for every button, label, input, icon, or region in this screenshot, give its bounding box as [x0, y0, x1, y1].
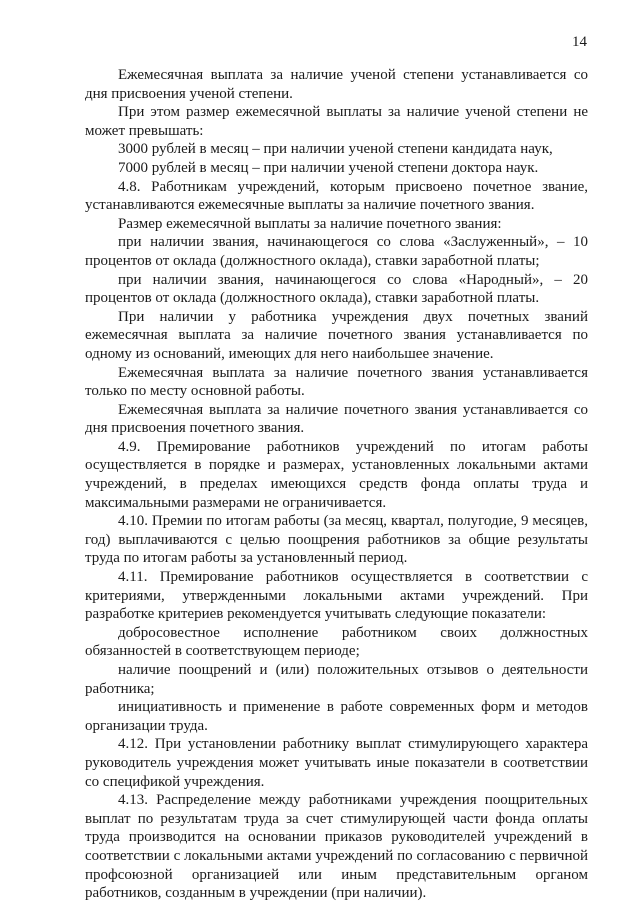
paragraph: при наличии звания, начинающегося со слова «Заслуженный», – 10 процентов от оклада (должностного оклада), ставки заработной платы; [85, 234, 588, 269]
paragraph: добросовестное исполнение работником своих должностных обязанностей в соответствующем периоде; [85, 624, 588, 660]
paragraph: 4.13. Распределение между работниками учреждения поощрительных выплат по результатам труда за счет стимулирующей части фонда оплаты труда производится на основании приказов руководителей учреждений в соответствии с локальными актами учреждений по согласованию с первичной профсоюзной организацией или иным представительным органом работников, созданным в учреждении (при наличии). [85, 792, 588, 902]
paragraph: 7000 рублей в месяц – при наличии ученой степени доктора наук. [118, 159, 539, 176]
paragraph: При наличии у работника учреждения двух почетных званий ежемесячная выплата за наличие почетного звания устанавливается по одному из оснований, имеющих для него наибольшее значение. [85, 308, 588, 362]
paragraph: Ежемесячная выплата за наличие ученой степени устанавливается со дня присвоения ученой степени. [85, 67, 588, 102]
paragraph: 3000 рублей в месяц – при наличии ученой степени кандидата наук, [118, 141, 553, 158]
paragraph: 4.8. Работникам учреждений, которым присвоено почетное звание, устанавливаются ежемесячные выплаты за наличие почетного звания. [85, 178, 588, 214]
paragraph: Размер ежемесячной выплаты за наличие почетного звания: [118, 215, 502, 232]
paragraph: 4.12. При установлении работнику выплат стимулирующего характера руководитель учреждения может учитывать иные показатели в соответствии со спецификой учреждения. [85, 736, 588, 790]
paragraph: 4.10. Премии по итогам работы (за месяц, квартал, полугодие, 9 месяцев, год) выплачиваются с целью поощрения работников за общие результаты труда по итогам работы за установленный период. [85, 513, 588, 567]
page-number: 14 [572, 34, 587, 50]
paragraph: Ежемесячная выплата за наличие почетного звания устанавливается со дня присвоения почетного звания. [85, 401, 588, 437]
paragraph: наличие поощрений и (или) положительных отзывов о деятельности работника; [85, 662, 588, 697]
document-body [85, 66, 588, 903]
paragraph: 4.11. Премирование работников осуществляется в соответствии с критериями, утвержденными локальными актами учреждений. При разработке критериев рекомендуется учитывать следующие показатели: [85, 569, 588, 623]
paragraph: При этом размер ежемесячной выплаты за наличие ученой степени не может превышать: [85, 104, 588, 139]
paragraph: Ежемесячная выплата за наличие почетного звания устанавливается только по месту основной работы. [85, 364, 588, 400]
paragraph: инициативность и применение в работе современных форм и методов организации труда. [85, 699, 588, 734]
paragraph: 4.9. Премирование работников учреждений по итогам работы осуществляется в порядке и размерах, установленных локальными актами учреждений, в пределах имеющихся средств фонда оплаты труда и максимальными размерами не ограничивается. [85, 438, 588, 511]
paragraph: при наличии звания, начинающегося со слова «Народный», – 20 процентов от оклада (должностного оклада), ставки заработной платы. [85, 271, 588, 307]
